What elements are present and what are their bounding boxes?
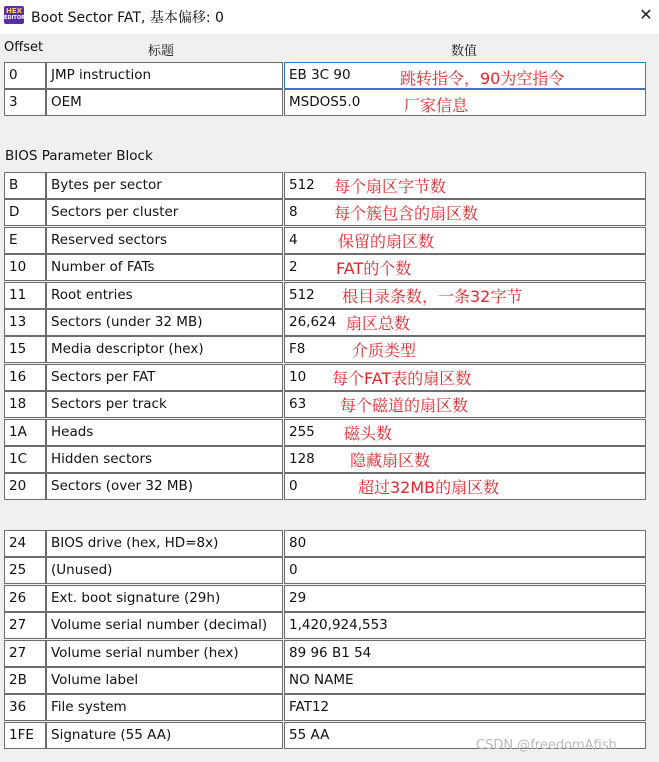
value-cell[interactable]: FAT12 <box>284 694 646 721</box>
offset-cell: D <box>4 199 46 226</box>
offset-cell: 10 <box>4 254 46 281</box>
close-icon: ✕ <box>639 5 653 24</box>
value-cell[interactable]: 8 <box>284 199 646 226</box>
offset-cell: 24 <box>4 530 46 557</box>
offset-cell: E <box>4 227 46 254</box>
offset-cell: 18 <box>4 391 46 418</box>
annotation-note: 介质类型 <box>352 341 417 360</box>
annotation-note: 超过32MB的扇区数 <box>358 478 500 497</box>
field-name-cell: Volume label <box>46 667 283 694</box>
table-row[interactable] <box>0 254 659 281</box>
value-cell[interactable]: EB 3C 90 <box>284 62 646 89</box>
field-name-cell: Signature (55 AA) <box>46 722 283 749</box>
offset-cell: 16 <box>4 364 46 391</box>
close-button[interactable] <box>636 4 656 26</box>
offset-cell: 15 <box>4 336 46 363</box>
field-name-cell: Ext. boot signature (29h) <box>46 585 283 612</box>
field-name-cell: Bytes per sector <box>46 172 283 199</box>
annotation-note: 厂家信息 <box>404 96 469 115</box>
table-row[interactable] <box>0 227 659 254</box>
value-cell[interactable]: 4 <box>284 227 646 254</box>
table-row[interactable] <box>0 309 659 336</box>
table-row[interactable] <box>0 640 659 667</box>
table-row[interactable] <box>0 612 659 639</box>
field-name-cell: Volume serial number (hex) <box>46 640 283 667</box>
value-cell[interactable]: 0 <box>284 557 646 584</box>
offset-cell: 26 <box>4 585 46 612</box>
value-cell[interactable]: 26,624 <box>284 309 646 336</box>
table-row[interactable] <box>0 667 659 694</box>
value-cell[interactable]: 80 <box>284 530 646 557</box>
field-name-cell: Sectors per track <box>46 391 283 418</box>
value-cell[interactable]: 2 <box>284 254 646 281</box>
field-name-cell: Heads <box>46 419 283 446</box>
table-row[interactable] <box>0 172 659 199</box>
icon-text-top: HEX <box>5 7 23 15</box>
value-cell[interactable]: 0 <box>284 473 646 500</box>
offset-cell: 36 <box>4 694 46 721</box>
field-name-cell: Sectors (under 32 MB) <box>46 309 283 336</box>
offset-cell: 1A <box>4 419 46 446</box>
annotation-note: 每个扇区字节数 <box>334 177 447 196</box>
annotation-note: 跳转指令，90为空指令 <box>400 69 565 88</box>
hex-editor-icon <box>4 6 24 24</box>
field-name-cell: Number of FATs <box>46 254 283 281</box>
table-row[interactable] <box>0 199 659 226</box>
value-cell[interactable]: 10 <box>284 364 646 391</box>
bpb-section-label: BIOS Parameter Block <box>5 148 153 164</box>
field-name-cell: Root entries <box>46 282 283 309</box>
field-name-cell: BIOS drive (hex, HD=8x) <box>46 530 283 557</box>
field-name-cell: Sectors per cluster <box>46 199 283 226</box>
annotation-note: 扇区总数 <box>346 314 411 333</box>
value-cell[interactable]: NO NAME <box>284 667 646 694</box>
offset-cell: 1FE <box>4 722 46 749</box>
table-row[interactable] <box>0 694 659 721</box>
icon-text-bottom: EDITOR <box>4 15 25 21</box>
annotation-note: FAT的个数 <box>336 259 412 278</box>
table-row[interactable] <box>0 419 659 446</box>
offset-cell: 27 <box>4 612 46 639</box>
value-cell[interactable]: 1,420,924,553 <box>284 612 646 639</box>
annotation-note: 隐藏扇区数 <box>350 451 431 470</box>
field-name-cell: (Unused) <box>46 557 283 584</box>
value-cell[interactable]: 89 96 B1 54 <box>284 640 646 667</box>
offset-cell: 25 <box>4 557 46 584</box>
value-cell[interactable]: 512 <box>284 172 646 199</box>
field-name-cell: Sectors (over 32 MB) <box>46 473 283 500</box>
window-title: Boot Sector FAT, 基本偏移: 0 <box>31 10 224 26</box>
offset-cell: B <box>4 172 46 199</box>
value-cell[interactable]: MSDOS5.0 <box>284 89 646 116</box>
watermark: CSDN @freedomAfish <box>476 738 617 753</box>
field-name-cell: Hidden sectors <box>46 446 283 473</box>
table-row[interactable] <box>0 364 659 391</box>
column-header-offset: Offset <box>4 40 44 55</box>
field-name-cell: File system <box>46 694 283 721</box>
column-header-name: 标题 <box>148 44 175 59</box>
field-name-cell: OEM <box>46 89 283 116</box>
annotation-note: 每个磁道的扇区数 <box>340 396 469 415</box>
offset-cell: 0 <box>4 62 46 89</box>
column-header-value: 数值 <box>451 44 478 59</box>
annotation-note: 每个FAT表的扇区数 <box>332 369 472 388</box>
table-row[interactable] <box>0 530 659 557</box>
value-cell[interactable]: 55 AA <box>284 722 646 749</box>
annotation-note: 磁头数 <box>344 424 393 443</box>
table-row[interactable] <box>0 282 659 309</box>
field-name-cell: Reserved sectors <box>46 227 283 254</box>
value-cell[interactable]: 128 <box>284 446 646 473</box>
offset-cell: 11 <box>4 282 46 309</box>
value-cell[interactable]: 29 <box>284 585 646 612</box>
offset-cell: 2B <box>4 667 46 694</box>
field-name-cell: JMP instruction <box>46 62 283 89</box>
annotation-note: 根目录条数，一条32字节 <box>342 287 523 306</box>
offset-cell: 3 <box>4 89 46 116</box>
offset-cell: 13 <box>4 309 46 336</box>
table-row[interactable] <box>0 473 659 500</box>
value-cell[interactable]: 63 <box>284 391 646 418</box>
field-name-cell: Media descriptor (hex) <box>46 336 283 363</box>
value-cell[interactable]: F8 <box>284 336 646 363</box>
value-cell[interactable]: 512 <box>284 282 646 309</box>
annotation-note: 保留的扇区数 <box>338 232 435 251</box>
offset-cell: 27 <box>4 640 46 667</box>
field-name-cell: Sectors per FAT <box>46 364 283 391</box>
table-row[interactable] <box>0 446 659 473</box>
table-row[interactable] <box>0 336 659 363</box>
table-row[interactable] <box>0 585 659 612</box>
offset-cell: 20 <box>4 473 46 500</box>
table-row[interactable] <box>0 557 659 584</box>
field-name-cell: Volume serial number (decimal) <box>46 612 283 639</box>
annotation-note: 每个簇包含的扇区数 <box>334 204 479 223</box>
title-bar <box>0 0 659 32</box>
table-row[interactable] <box>0 89 659 116</box>
value-cell[interactable]: 255 <box>284 419 646 446</box>
table-row[interactable] <box>0 391 659 418</box>
offset-cell: 1C <box>4 446 46 473</box>
